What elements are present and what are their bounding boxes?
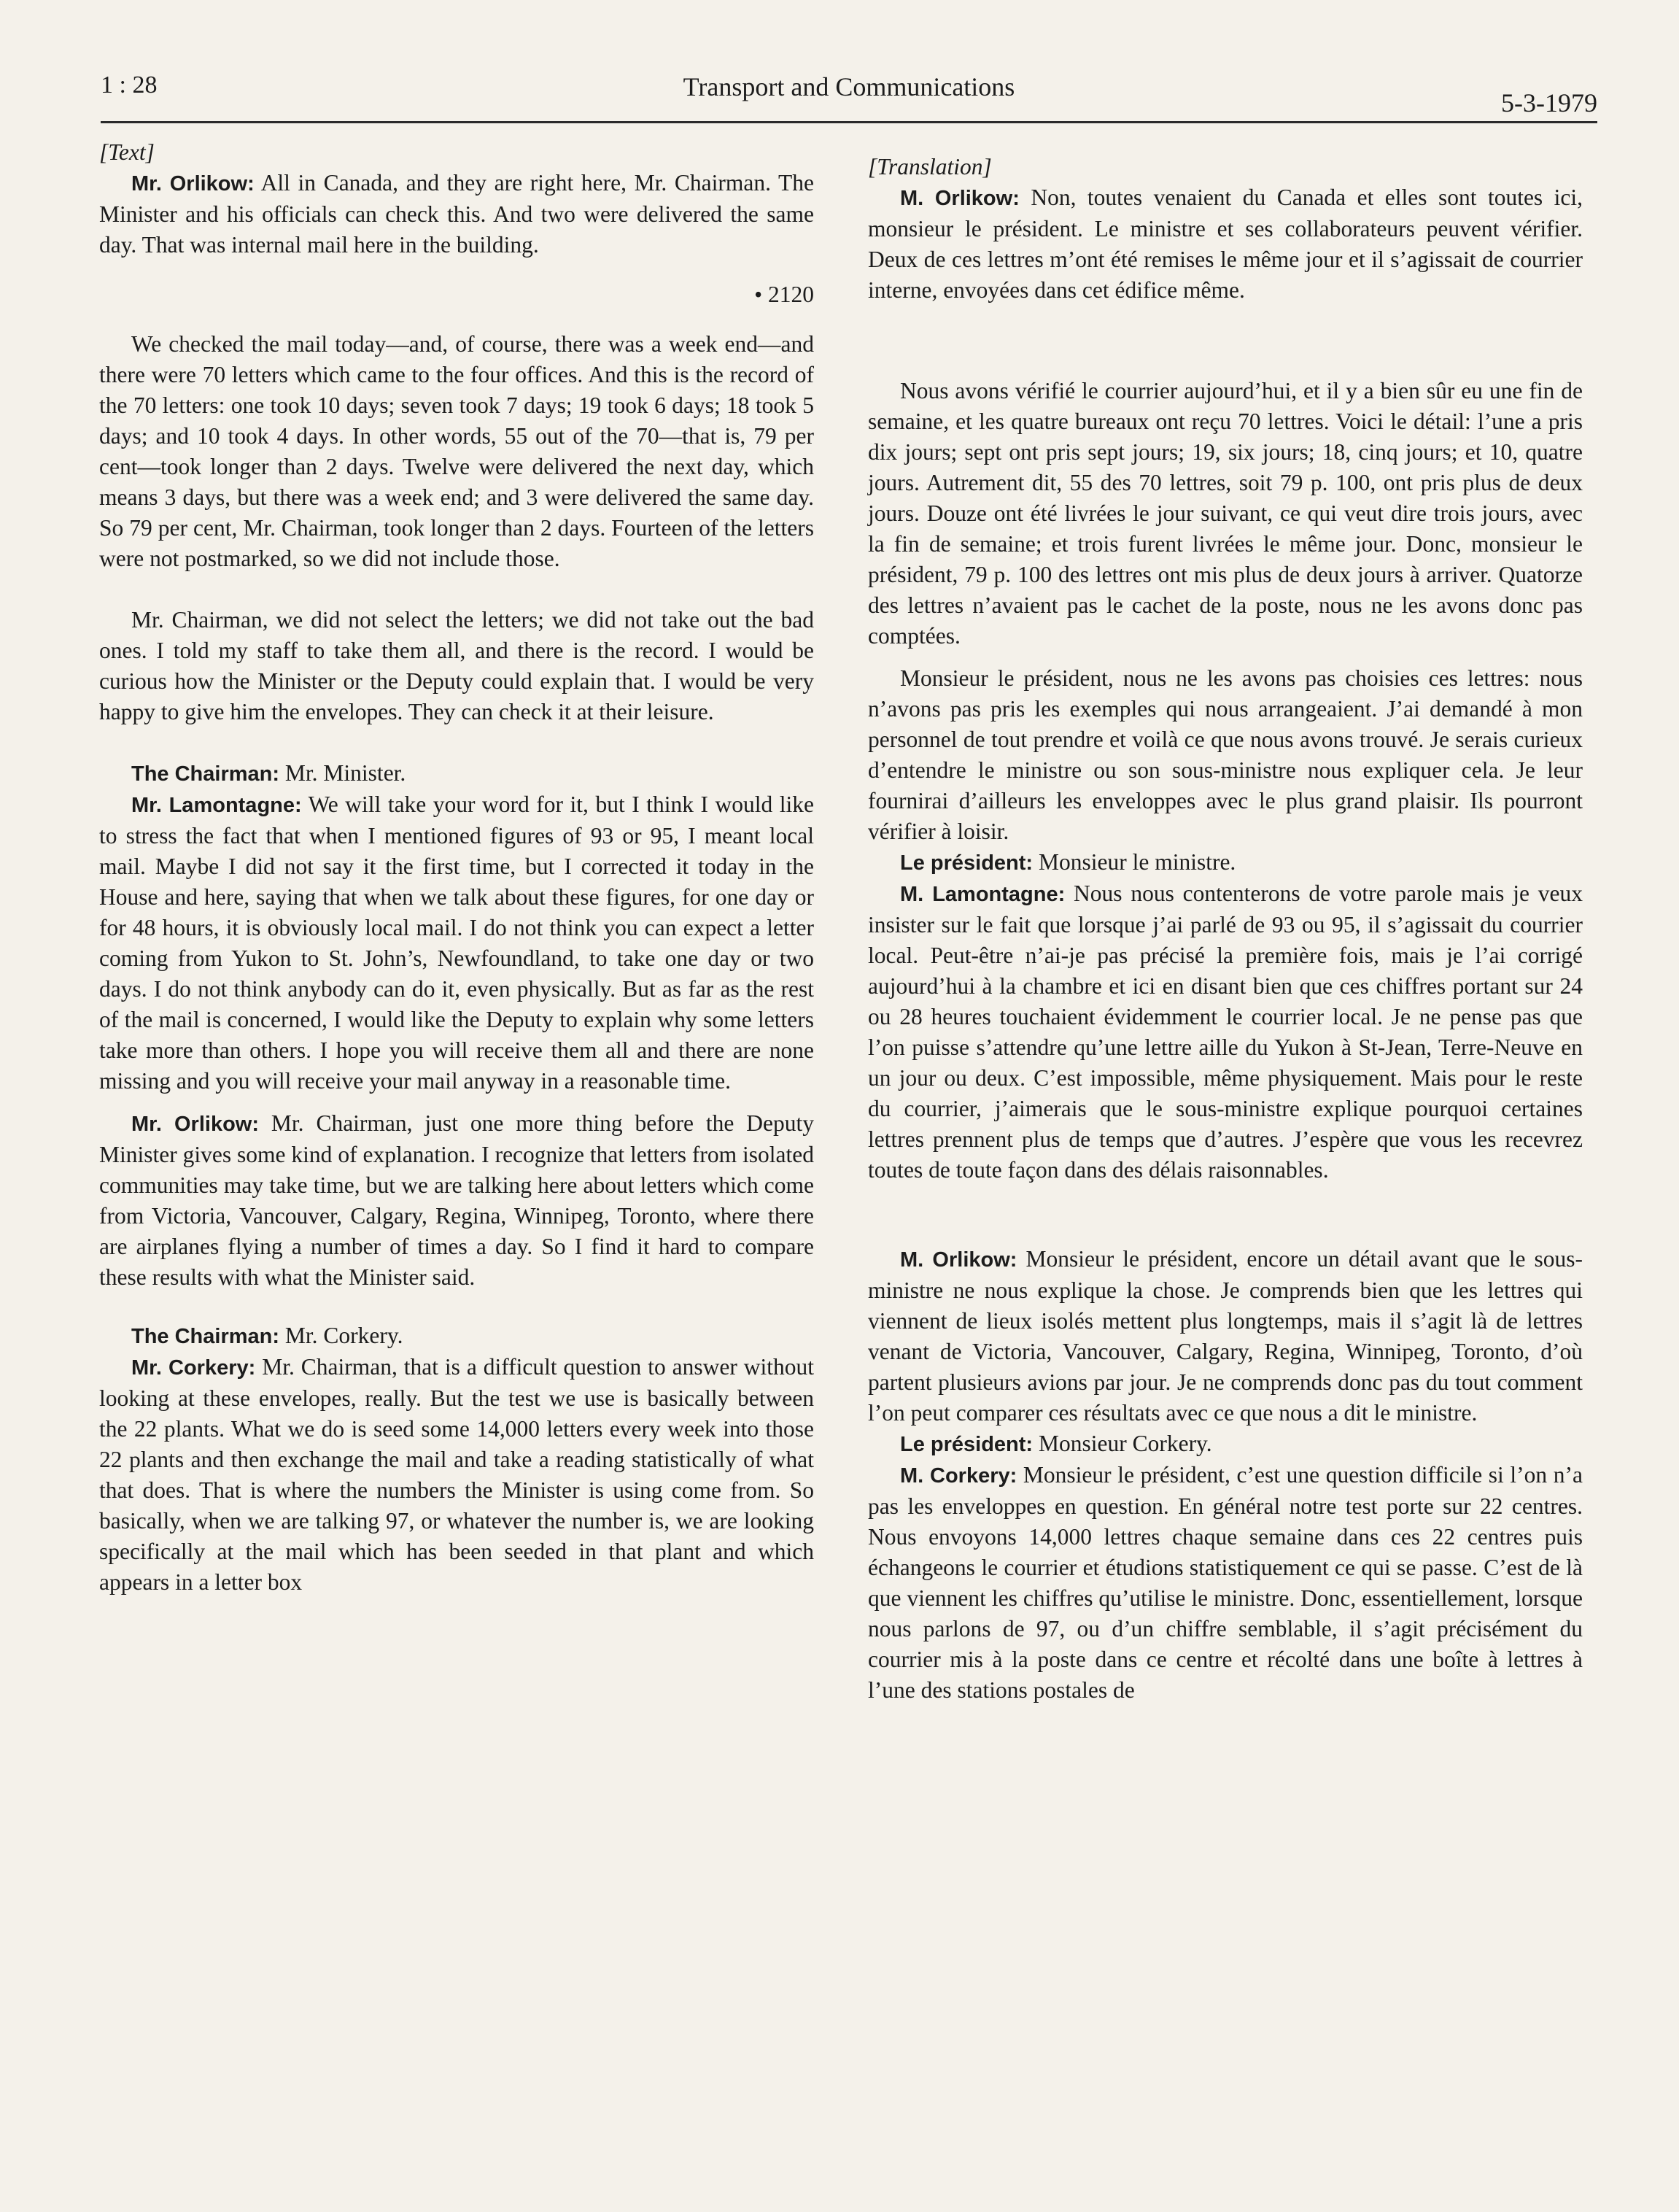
running-title: Transport and Communications [683, 72, 1015, 101]
paragraph: Nous avons vérifié le courrier aujourd’hui, et il y a bien sûr eu une fin de semaine, et les quatre bureaux ont reçu 70 lettres. Voici le détail: l’une a pris dix jours; sept ont pris sept jours; 19, six jours; 18, cinq jours; et 10, quatre jours. Autrement dit, 55 des 70 lettres, soit 79 p. 100, ont pris plus de deux jours. Douze ont été livrées le jour suivant, ce qui veut dire trois jours, avec la fin de semaine; et trois furent livrées le même jour. Donc, monsieur le président, 79 p. 100 des lettres ont mis plus de deux jours à arriver. Quatorze des lettres n’avaient pas le cachet de la poste, nous ne les avons donc pas comptées. [868, 378, 1583, 649]
paragraph: Mr. Chairman, we did not select the letters; we did not take out the bad ones. I told my staff to take them all, and there is the record. I would be curious how the Minister or the Deputy could explain that. I would be very happy to give him the envelopes. They can check it at their leisure. [99, 607, 814, 724]
speaker: Le président: [900, 1433, 1034, 1456]
paragraph [99, 789, 814, 1097]
paragraph [868, 878, 1583, 1186]
speech: Mr. Chairman, just one more thing before the Deputy Minister gives some kind of explanation. I recognize that letters from isolated communities may take time, but we are talking here about letters which come from Victoria, Vancouver, Calgary, Regina, Winnipeg, Toronto, where there are airplanes flying a number of times a day. So I find it hard to compare these results with what the Minister said. [99, 1110, 814, 1290]
paragraph [868, 1460, 1583, 1706]
french-column [868, 152, 1583, 1725]
speech: Monsieur Corkery. [1033, 1431, 1212, 1456]
speaker: M. Corkery: [900, 1464, 1017, 1488]
speech: All in Canada, and they are right here, Mr. Chairman. The Minister and his officials can check this. And two were delivered the same day. That was internal mail here in the building. [99, 170, 814, 258]
paragraph: Monsieur le président, nous ne les avons pas choisies ces lettres: nous n’avons pas pris les exemples qui nous arrangeaient. J’ai demandé à mon personnel de tout prendre et voilà ce que nous avons trouvé. Je serais curieux d’entendre le ministre ou son sous-ministre nous expliquer cela. Je leur fournirai d’ailleurs les enveloppes avec le plus grand plaisir. Ils pourront vérifier à loisir. [868, 665, 1583, 844]
speaker: M. Orlikow: [900, 1248, 1017, 1272]
page-header [101, 70, 1597, 123]
speaker: M. Orlikow: [900, 187, 1020, 210]
paragraph [868, 182, 1583, 306]
speaker: Mr. Orlikow: [131, 1113, 259, 1136]
section-tag: [Text] [99, 139, 155, 165]
speech: Mr. Corkery. [279, 1323, 403, 1348]
paragraph [99, 758, 814, 789]
speech: Monsieur le ministre. [1033, 849, 1236, 875]
paragraph [868, 1428, 1583, 1460]
paragraph [99, 168, 814, 260]
speaker: Mr. Orlikow: [131, 172, 255, 196]
paragraph [868, 847, 1583, 878]
english-column [99, 137, 814, 1617]
speech: We will take your word for it, but I think I would like to stress the fact that when I mentioned figures of 93 or 95, I meant local mail. Maybe I did not say it the first time, but I corrected it today in the House and here, saying that when we talk about these figures, for one day or for 48 hours, it is obviously local mail. I do not think you can expect a letter coming from Yukon to St. John’s, Newfoundland, to take one day or two days. I do not think anybody can do it, even physically. But as far as the rest of the mail is concerned, I would like the Deputy to explain why some letters take more than others. I hope you will receive them all and there are none missing and you will receive your mail anyway in a reasonable time. [99, 792, 814, 1094]
speaker: The Chairman: [131, 1325, 280, 1348]
speech: Non, toutes venaient du Canada et elles sont toutes ici, monsieur le président. Le ministre et ses collaborateurs peuvent vérifier. Deux de ces lettres m’ont été remises le même jour et il s’agissait de courrier interne, envoyées dans cet édifice même. [868, 185, 1583, 303]
speech: Monsieur le président, c’est une question difficile si l’on n’a pas les enveloppes en question. En général notre test porte sur 22 centres. Nous envoyons 14,000 lettres chaque semaine dans ces 22 centres puis échangeons le courrier et étudions statistiquement ce qui se passe. C’est de là que viennent les chiffres qu’utilise le ministre. Donc, essentiellement, lorsque nous parlons de 97, ou d’un chiffre semblable, il s’agit précisément du courrier mis à la poste dans ce centre et récolté dans une boîte à lettres à l’une des stations postales de [868, 1462, 1583, 1703]
paragraph: We checked the mail today—and, of course, there was a week end—and there were 70 letters which came to the four offices. And this is the record of the 70 letters: one took 10 days; seven took 7 days; 19 took 6 days; 18 took 5 days; and 10 took 4 days. In other words, 55 out of the 70—that is, 79 per cent—took longer than 2 days. Twelve were delivered the next day, which means 3 days, but there was a week end; and 3 were delivered the same day. So 79 per cent, Mr. Chairman, took longer than 2 days. Fourteen of the letters were not postmarked, so we did not include those. [99, 331, 814, 571]
paragraph [99, 1352, 814, 1598]
speech: Nous nous contenterons de votre parole mais je veux insister sur le fait que lorsque j’ai parlé de 93 ou 95, il s’agissait du courrier local. Peut-être n’ai-je pas précisé la première fois, mais je l’ai corrigé aujourd’hui à la chambre et ici en disant bien que ces chiffres portant sur 24 ou 28 heures touchaient évidemment le courrier local. Je ne pense pas que l’on puisse s’attendre qu’une lettre aille du Yukon à St-Jean, Terre-Neuve en un jour ou deux. C’est impossible, même physiquement. Mais pour le reste du courrier, j’aimerais que le sous-ministre explique pourquoi certaines lettres prennent plus de temps que d’autres. J’espère que vous les recevrez toutes de toute façon dans des délais raisonnables. [868, 881, 1583, 1183]
section-tag: [Translation] [868, 154, 992, 179]
time-marker: • 2120 [754, 282, 814, 307]
speaker: Mr. Corkery: [131, 1356, 256, 1380]
speech: Monsieur le président, encore un détail avant que le sous-ministre ne nous explique la chose. Je comprends bien que les lettres qui viennent de lieux isolés mettent plus longtemps, mais il s’agit là de lettres venant de Victoria, Vancouver, Calgary, Regina, Winnipeg, Toronto, d’où partent plusieurs avions par jour. Je ne comprends donc pas du tout comment l’on peut comparer ces résultats avec ce que nous a dit le ministre. [868, 1246, 1583, 1426]
speech: Mr. Chairman, that is a difficult question to answer without looking at these envelopes, really. But the test we use is basically between the 22 plants. What we do is seed some 14,000 letters every week into those 22 plants and then exchange the mail and take a reading statistically of what that does. That is where the numbers the Minister is using come from. So basically, when we are talking 97, or whatever the number is, we are looking specifically at the mail which has been seeded in that plant and which appears in a letter box [99, 1354, 815, 1595]
speaker: M. Lamontagne: [900, 883, 1066, 906]
speaker: The Chairman: [131, 762, 280, 786]
paragraph [99, 1108, 814, 1293]
header-date: 5-3-1979 [1501, 88, 1597, 117]
speaker: Le président: [900, 851, 1034, 875]
paragraph [868, 1244, 1583, 1428]
paragraph [99, 1320, 814, 1352]
speaker: Mr. Lamontagne: [131, 794, 302, 817]
page-number: 1 : 28 [101, 71, 158, 98]
speech: Mr. Minister. [279, 760, 406, 786]
